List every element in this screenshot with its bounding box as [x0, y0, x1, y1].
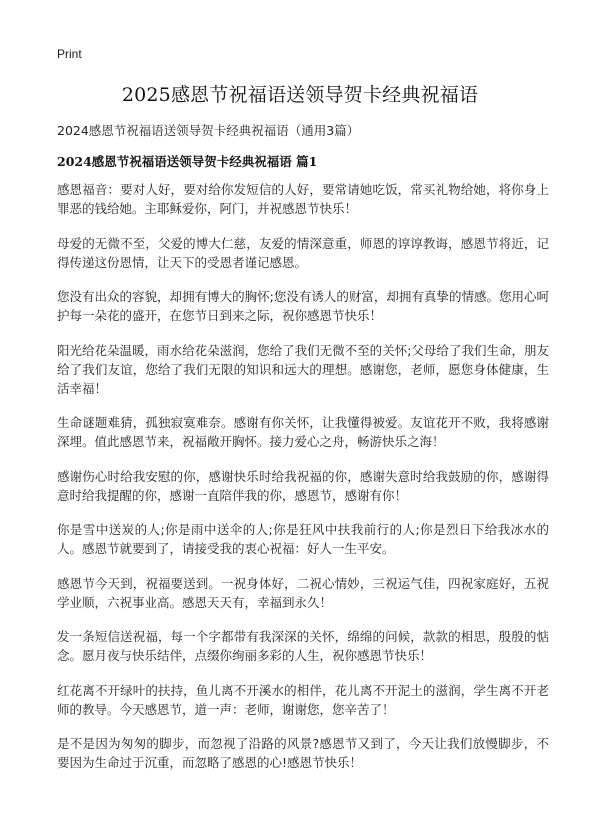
paragraph: 生命谜题难猜，孤独寂寞难奈。感谢有你关怀，让我懂得被爱。友谊花开不败，我将感谢深埋。值此感恩节来，祝福敞开胸怀。接力爱心之舟，畅游快乐之海！: [57, 415, 549, 449]
paragraph: 感恩节今天到，祝福要送到。一祝身体好，二祝心情妙，三祝运气佳，四祝家庭好，五祝学业顺，六祝事业高。感恩天天有，幸福到永久！: [57, 575, 549, 610]
section-heading: 2024感恩节祝福语送领导贺卡经典祝福语 篇1: [57, 154, 318, 169]
paragraph: 是不是因为匆匆的脚步，而忽视了沿路的风景?感恩节又到了，今天让我们放慢脚步，不要因为生命过于沉重，而忽略了感恩的心!感恩节快乐！: [57, 736, 549, 770]
paragraph: 母爱的无微不至，父爱的博大仁慈，友爱的情深意重，师恩的谆谆教诲，感恩节将近，记得传递这份恩情，让天下的受恩者谨记感恩。: [57, 235, 549, 270]
paragraph: 红花离不开绿叶的扶持，鱼儿离不开溪水的相伴，花儿离不开泥土的滋润，学生离不开老师的教导。今天感恩节，道一声：老师，谢谢您，您辛苦了！: [57, 682, 549, 717]
document-subtitle: 2024感恩节祝福语送领导贺卡经典祝福语（通用3篇）: [57, 123, 360, 138]
paragraph: 阳光给花朵温暖，雨水给花朵滋润，您给了我们无微不至的关怀;父母给了我们生命，朋友给了我们友谊，您给了我们无限的知识和远大的理想。感谢您，老师，愿您身体健康，生活幸福！: [57, 342, 549, 396]
document-title: 2025感恩节祝福语送领导贺卡经典祝福语: [121, 84, 479, 106]
paragraph: 你是雪中送炭的人;你是雨中送伞的人;你是狂风中扶我前行的人;你是烈日下给我冰水的人。感恩节就要到了，请接受我的衷心祝福：好人一生平安。: [57, 522, 549, 556]
paragraph: 发一条短信送祝福，每一个字都带有我深深的关怀，绵绵的问候，款款的相思，殷殷的惦念。愿月夜与快乐结伴，点缀你绚丽多彩的人生，祝你感恩节快乐！: [57, 629, 549, 663]
paragraph: 您没有出众的容貌，却拥有博大的胸怀;您没有诱人的财富，却拥有真挚的情感。您用心呵护每一朵花的盛开，在您节日到来之际，祝你感恩节快乐！: [57, 289, 549, 323]
body-text: [57, 180, 549, 788]
paragraph: 感恩福音：要对人好，要对给你发短信的人好，要常请她吃饭，常买礼物给她，将你身上罪恶的钱给她。主耶稣爱你，阿门，并祝感恩节快乐！: [57, 182, 549, 216]
print-label[interactable]: Print: [57, 47, 82, 61]
paragraph: 感谢伤心时给我安慰的你，感谢快乐时给我祝福的你，感谢失意时给我鼓励的你，感谢得意时给我提醒的你，感谢一直陪伴我的你，感恩节，感谢有你！: [57, 468, 549, 503]
